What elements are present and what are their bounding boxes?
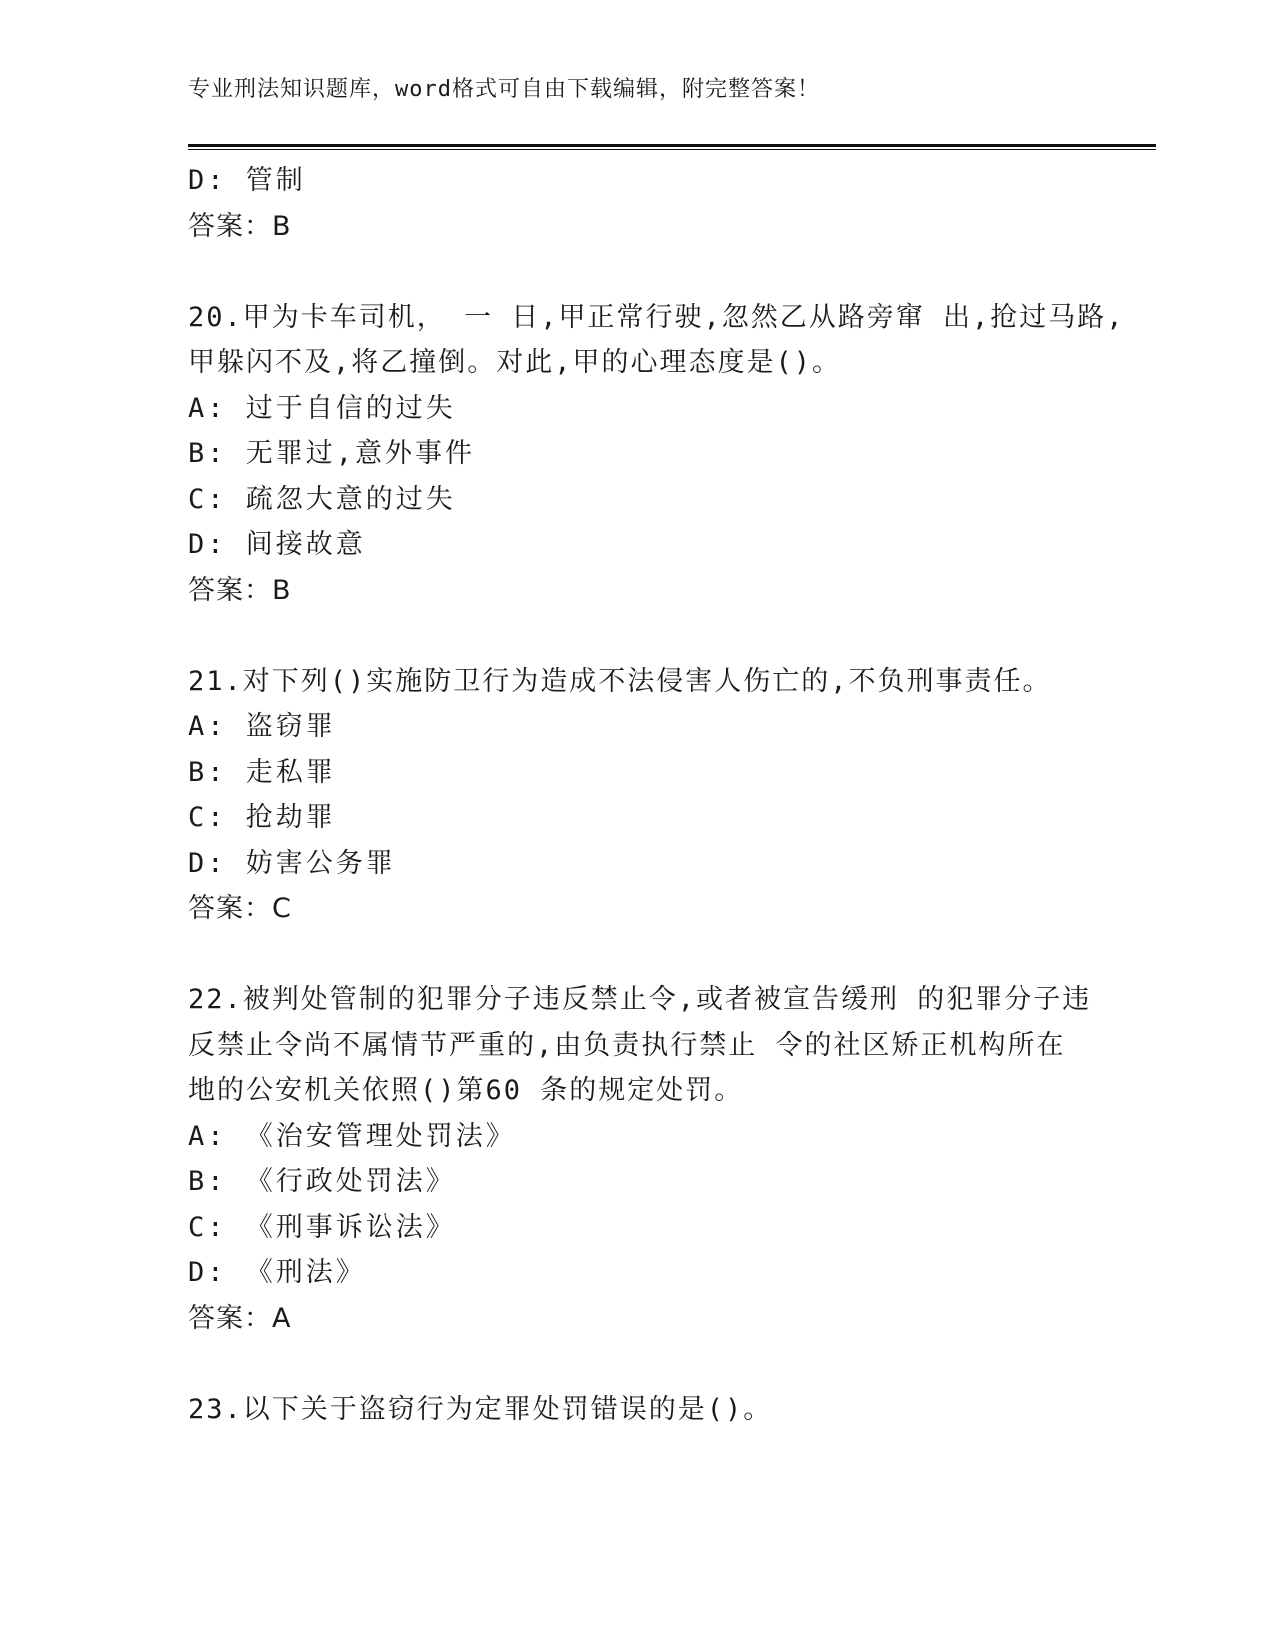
option-c: C: 抢劫罪 [188, 802, 336, 833]
spacer [188, 249, 1088, 295]
header-rule [188, 144, 1156, 150]
question-stem [188, 1387, 1088, 1433]
answer-line: 答案：C [188, 893, 292, 924]
question-stem [188, 659, 1088, 705]
document-body [188, 158, 1125, 1432]
question-line: 23.以下关于盗窃行为定罪处罚错误的是()。 [188, 1393, 773, 1425]
question-stem [188, 295, 1125, 386]
spacer [188, 1341, 1088, 1387]
option-b: B: 走私罪 [188, 756, 336, 788]
option-c: C: 《刑事诉讼法》 [188, 1211, 456, 1243]
option-b: B: 《行政处罚法》 [188, 1166, 456, 1197]
question-line: 反禁止令尚不属情节严重的,由负责执行禁止 令的社区矫正机构所在 [188, 1029, 1066, 1061]
option-d: D: 《刑法》 [188, 1257, 366, 1288]
question-line: 地的公安机关依照()第60 条的规定处罚。 [188, 1075, 744, 1106]
option-b: B: 无罪过,意外事件 [188, 438, 476, 469]
answer-line: 答案：B [188, 574, 292, 606]
question-line: 甲躲闪不及,将乙撞倒。对此,甲的心理态度是()。 [188, 347, 842, 378]
option-a: A: 盗窃罪 [188, 711, 336, 742]
question-stem [188, 977, 1092, 1114]
page-header: 专业刑法知识题库，word格式可自由下载编辑，附完整答案！ [188, 77, 820, 102]
question-line: 21.对下列()实施防卫行为造成不法侵害人伤亡的,不负刑事责任。 [188, 665, 1052, 697]
option-d: D: 管制 [188, 165, 306, 196]
answer-line: 答案：A [188, 1302, 292, 1334]
option-d: D: 间接故意 [188, 529, 366, 560]
option-a: A: 《治安管理处罚法》 [188, 1120, 516, 1152]
option-d: D: 妨害公务罪 [188, 847, 396, 879]
question-line: 20.甲为卡车司机， 一 日,甲正常行驶,忽然乙从路旁窜 出,抢过马路, [188, 301, 1125, 333]
question-line: 22.被判处管制的犯罪分子违反禁止令,或者被宣告缓刑 的犯罪分子违 [188, 984, 1092, 1015]
spacer [188, 613, 1088, 659]
option-c: C: 疏忽大意的过失 [188, 483, 456, 515]
option-a: A: 过于自信的过失 [188, 392, 456, 424]
spacer [188, 932, 1088, 978]
answer-line: 答案：B [188, 210, 292, 242]
